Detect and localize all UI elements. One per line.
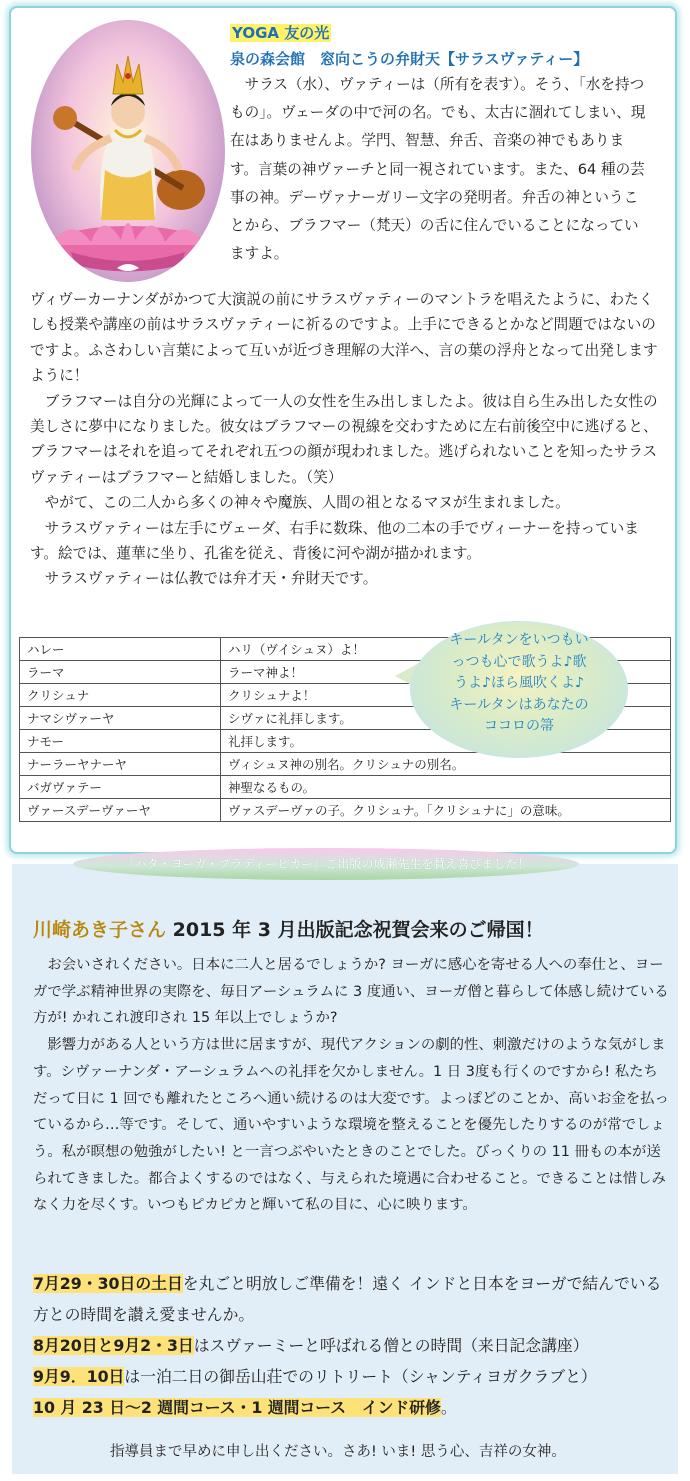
event-item	[33, 1361, 673, 1392]
mantra-meaning: ヴィシュヌ神の別名。クリシュナの別名。	[221, 753, 671, 776]
mantra-meaning: クリシュナよ！	[221, 684, 671, 707]
mantra-term: クリシュナ	[20, 684, 221, 707]
bubble-line: っつも心で歌うよ♪歌	[451, 653, 587, 670]
mantra-meaning: ヴァスデーヴァの子。クリシュナ。「クリシュナに」の意味。	[221, 799, 671, 822]
event-date: 10 月 23 日〜2 週間コース・1 週間コース インド研修	[33, 1398, 441, 1417]
mantra-meaning: 神聖なるもの。	[221, 776, 671, 799]
mantra-term: ナーラーヤナーヤ	[20, 753, 221, 776]
event-text: を丸ごと明放しご準備を！遠く インドと日本をヨーガで結んでいる方との時間を讃え愛ませんか。	[33, 1274, 662, 1324]
event-item	[33, 1330, 673, 1361]
mantra-meaning: 礼拝します。	[221, 730, 671, 753]
mantra-term: ナマシヴァーヤ	[20, 707, 221, 730]
body-paragraph: やがて、この二人から多くの神々や魔族、人間の祖となるマヌが生まれました。	[44, 494, 570, 512]
event-text: は一泊二日の御岳山荘でのリトリート（シャンティヨガクラブと）	[124, 1367, 597, 1386]
headline-title: 2015 年 3 月出版記念祝賀会来のご帰国！	[172, 919, 544, 941]
bubble-line: キールタンをいつもい	[449, 632, 589, 648]
body-paragraph: ヴィヴーカーナンダがかつて大演説の前にサラスヴァティーのマントラを唱えたように、わたくしも授業や講座の前はサラスヴァティーに祈るのですよ。上手にできるとかなど問題ではないのですよ。ふさわしい言葉によって互いが近づき理解の大洋へ、言の葉の浮舟となって出発しますように！	[30, 291, 658, 385]
mantra-meaning: シヴァに礼拝します。	[221, 707, 671, 730]
mantra-meaning: ハリ（ヴイシュヌ）よ！	[221, 638, 671, 661]
body-paragraph: ブラフマーは自分の光輝によって一人の女性を生み出しましたよ。彼は自ら生み出した女性の美しさに夢中になりました。彼女はブラフマーの視線を交わすために左右前後空中に逃げると、ブラフマーはそれを追ってそれぞれ五つの顔が現われました。逃げられないことを知ったサラスヴァティーはブラフマーと結婚しました。（笑）	[30, 392, 658, 486]
event-text: はスヴァーミーと呼ばれる僧との時間（来日記念講座）	[193, 1336, 589, 1355]
event-date: 7月29・30日の土日	[33, 1274, 183, 1293]
event-date: 9月9．10日	[33, 1367, 125, 1386]
mantra-term: バガヴァテー	[20, 776, 221, 799]
bottom-article	[33, 952, 669, 1219]
body-paragraph: サラスヴァティーは左手にヴェーダ、右手に数珠、他の二本の手でヴィーナーを持っています。絵では、蓮華に坐り、孔雀を従え、背後に河や湖が描かれます。	[30, 519, 639, 563]
bottom-paragraph: 影響力がある人という方は世に居ますが、現代アクションの劇的性、刺激だけのような気がします。シヴァーナンダ・アーシュラムへの礼拝を欠かしません。1 日 3度も行くのですから! 私たちだって日に 1 回でも離れたところへ通い続けるのは大変です。よっぽどのことか、高いお金を払っているから…等です。そして、通いやすいような環境を整えることを優先したりするのが常でしょう。私が瞑想の勉強がしたい! と一言つぶやいたときのことでした。びっくりの 11 冊もの本が送られてきました。都合よくするのではなく、与えられた境遇に合わせること。できることは惜しみなく力を尽くす。いつもピカピカと輝いて私の目に、心に映ります。	[33, 1037, 669, 1214]
saraswati-illustration	[31, 20, 225, 282]
intro-paragraph: サラス（水）、ヴァティーは（所有を表す）。そう、「水を持つもの」。ヴェーダの中で河の名。でも、太古に涸れてしまい、現在はありませんよ。学門、智慧、弁舌、音楽の神でもあります。言葉の神ヴァーチと同一視されています。また、64 種の芸事の神。デーヴァナーガリー文字の発明者。弁舌の神ということから、ブラフマー（梵天）の舌に住んでいることになっていますよ。	[230, 76, 646, 263]
newsletter-title	[230, 22, 331, 43]
body-paragraph: サラスヴァティーは仏教では弁才天・弁財天です。	[44, 570, 378, 588]
bubble-line: ココロの箒	[484, 718, 554, 734]
mantra-term: ハレー	[20, 638, 221, 661]
table-row	[20, 776, 671, 799]
event-list	[33, 1268, 673, 1423]
event-date: 8月20日と9月2・3日	[33, 1336, 194, 1355]
headline-name: 川崎あき子さん	[33, 919, 167, 941]
table-row	[20, 799, 671, 822]
article-body	[30, 287, 662, 592]
event-item	[33, 1392, 673, 1423]
mantra-meaning: ラーマ神よ！	[221, 661, 671, 684]
article-subtitle: 泉の森会館 窓向こうの弁財天【サラスヴァティー】	[230, 50, 589, 68]
event-headline	[33, 915, 544, 942]
event-item	[33, 1268, 673, 1330]
bottom-paragraph: お会いされください。日本に二人と居るでしょうか? ヨーガに感心を寄せる人への奉仕と、ヨーガで学ぶ精神世界の実際を、毎日アーシュラムに 3 度通い、ヨーガ僧と暮らして体感し続けている方が! かれこれ渡印され 15 年以上でしょうか?	[33, 957, 669, 1027]
mantra-term: ラーマ	[20, 661, 221, 684]
kirtan-speech-bubble	[410, 621, 628, 758]
mantra-term: ヴァースデーヴァーヤ	[20, 799, 221, 822]
bubble-line: うよ♪ほら風吹くよ♪	[454, 675, 584, 691]
bubble-line: キールタンはあなたの	[449, 696, 589, 713]
celebration-banner: 『ハタ・ヨーガ・プラディーピカー』ご出版の成瀬先生を賛え喜びました！	[73, 848, 579, 880]
table-row	[20, 753, 671, 776]
event-text: 。	[440, 1398, 457, 1417]
mantra-term: ナモー	[20, 730, 221, 753]
closing-line: 指導員まで早めに申し出ください。さあ! いま! 思う心、吉祥の女神。	[110, 1444, 566, 1460]
saraswati-figure-icon	[31, 20, 225, 282]
newsletter-title-text: YOGA 友の光	[232, 24, 330, 42]
